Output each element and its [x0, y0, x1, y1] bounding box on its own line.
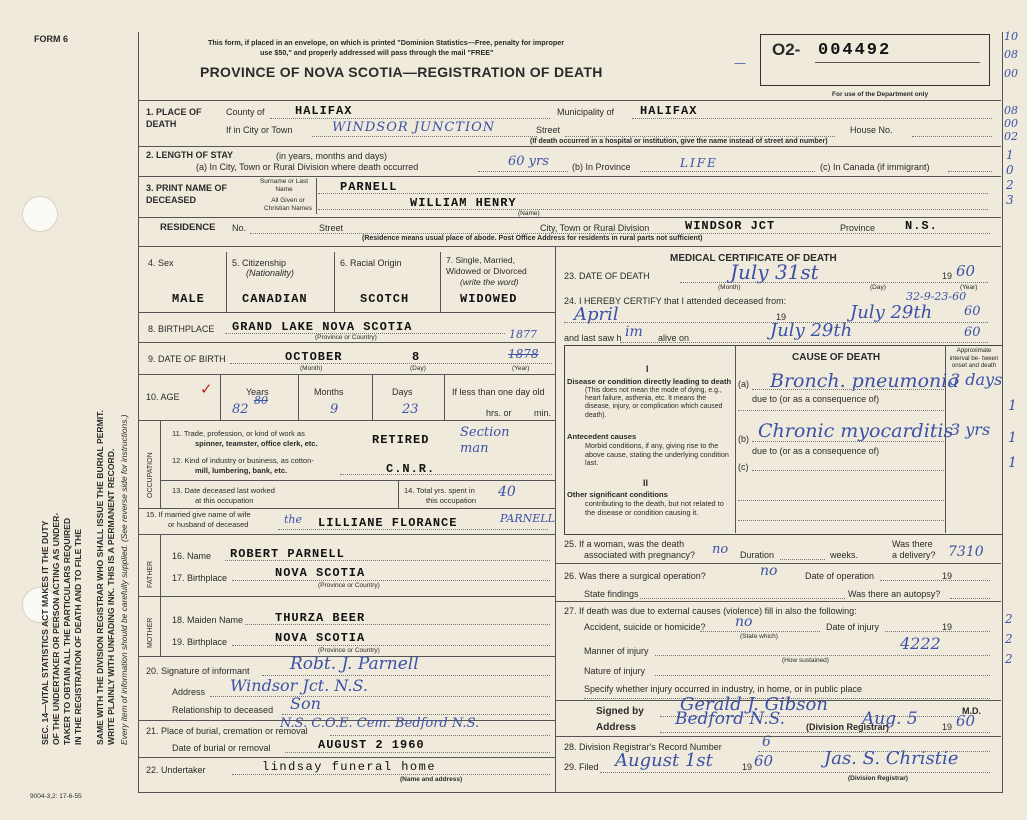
racial-origin-value: SCOTCH: [360, 292, 410, 306]
medical-header: MEDICAL CERTIFICATE OF DEATH: [670, 253, 837, 264]
city-value: WINDSOR JUNCTION: [332, 120, 496, 135]
dob-day: 8: [412, 350, 421, 364]
punch-hole-top: [22, 196, 58, 232]
given-names-value: WILLIAM HENRY: [410, 196, 517, 210]
reg-prefix: O2-: [772, 40, 801, 59]
date-of-death: July 31st: [730, 260, 819, 284]
accident-value: no: [735, 614, 753, 630]
reg-number: 004492: [818, 41, 892, 60]
form-title: PROVINCE OF NOVA SCOTIA—REGISTRATION OF DEATH: [200, 64, 603, 80]
physician-signature: Gerald J. Gibson: [680, 694, 828, 715]
registrar-record-number: 6: [762, 734, 771, 750]
cause-b-interval: 3 yrs: [950, 420, 991, 439]
birthplace-value: GRAND LAKE NOVA SCOTIA: [232, 320, 413, 334]
attended-from: April: [574, 304, 619, 325]
age-days: 23: [402, 402, 419, 417]
last-seen-alive: July 29th: [770, 320, 853, 341]
cause-a-interval: 3 days: [950, 370, 1003, 389]
years-in-occupation: 40: [498, 484, 516, 500]
mail-notice-2: use $50," and properly addressed will pass through the mail "FREE": [260, 48, 494, 57]
residence-province-value: N.S.: [905, 219, 938, 233]
name-label: 3. PRINT NAME OF DECEASED: [146, 183, 228, 205]
county-value: HALIFAX: [295, 104, 353, 118]
signed-date: Aug. 5: [862, 709, 918, 729]
mother-birthplace: NOVA SCOTIA: [275, 631, 366, 645]
cause-a-value: Bronch. pneumonia: [770, 370, 959, 392]
citizenship-value: CANADIAN: [242, 292, 308, 306]
father-name: ROBERT PARNELL: [230, 547, 345, 561]
cause-header: CAUSE OF DEATH: [792, 352, 881, 363]
burial-place: N.S. C.O.E. Cem. Bedford N.S.: [280, 716, 480, 731]
sex-value: MALE: [172, 292, 205, 306]
informant-address: Windsor Jct. N.S.: [230, 676, 368, 695]
stay-b-value: LIFE: [680, 156, 718, 170]
pregnancy-value: no: [712, 542, 729, 557]
age-years: 82: [232, 402, 249, 417]
residence-city-value: WINDSOR JCT: [685, 219, 776, 233]
occupation-handwritten: Section man: [460, 425, 510, 456]
dept-use-note: For use of the Department only: [832, 91, 929, 98]
industry-value: C.N.R.: [386, 462, 436, 476]
municipality-value: HALIFAX: [640, 104, 698, 118]
attended-to: July 29th: [850, 302, 933, 323]
margin-dash: —: [734, 56, 746, 70]
informant-relationship: Son: [290, 694, 321, 713]
marital-status-value: WIDOWED: [460, 292, 518, 306]
dob-year: 1878: [508, 347, 539, 361]
place-label: 1. PLACE OF DEATH: [146, 107, 202, 129]
registrar-signature: Jas. S. Christie: [824, 748, 959, 769]
surname-value: PARNELL: [340, 180, 398, 194]
form-number: FORM 6: [34, 34, 69, 44]
mother-maiden-name: THURZA BEER: [275, 611, 366, 625]
stay-a-value: 60 yrs: [508, 154, 549, 169]
undertaker-value: lindsay funeral home: [262, 760, 437, 774]
filed-date: August 1st: [615, 750, 713, 771]
operation-value: no: [760, 563, 778, 579]
age-check-mark: ✓: [200, 381, 213, 398]
physician-address: Bedford N.S.: [675, 709, 786, 729]
mail-notice-1: This form, if placed in an envelope, on which is printed "Dominion Statistics—Free, penalty for improper: [208, 38, 565, 47]
cause-b-value: Chronic myocarditis: [758, 420, 954, 442]
age-months: 9: [330, 402, 339, 417]
burial-date: AUGUST 2 1960: [318, 738, 425, 752]
print-code: 9004-3,2: 17-6-55: [30, 793, 82, 800]
dob-month: OCTOBER: [285, 350, 343, 364]
spouse-name: LILLIANE FLORANCE: [318, 516, 458, 530]
occupation-value: RETIRED: [372, 433, 430, 447]
informant-signature: Robt. J. Parnell: [290, 654, 419, 674]
father-birthplace: NOVA SCOTIA: [275, 566, 366, 580]
